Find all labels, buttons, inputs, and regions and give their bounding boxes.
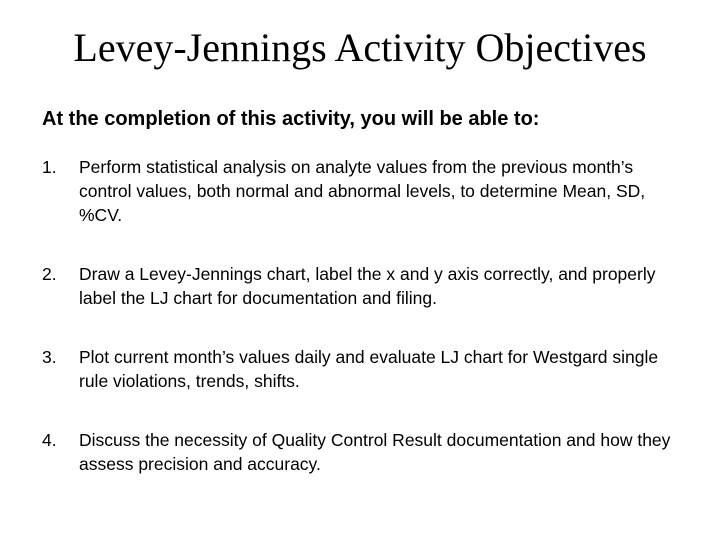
objective-text: Discuss the necessity of Quality Control Result documentation and how they assess precision and accuracy. (79, 430, 671, 474)
objective-item (42, 345, 682, 393)
objective-item (42, 155, 682, 227)
objectives-list (42, 155, 682, 511)
objective-number: 3. (42, 347, 57, 367)
slide-subtitle: At the completion of this activity, you will be able to: (42, 108, 540, 130)
slide-title: Levey-Jennings Activity Objectives (73, 25, 647, 70)
objective-item (42, 262, 682, 310)
objective-number: 2. (42, 264, 57, 284)
objective-number: 1. (42, 157, 57, 177)
objective-text: Perform statistical analysis on analyte values from the previous month’s control values, both normal and abnormal levels, to determine Mean, SD, %CV. (79, 157, 646, 225)
objective-item (42, 428, 682, 476)
objective-text: Draw a Levey-Jennings chart, label the x and y axis correctly, and properly label the LJ chart for documentation and filing. (79, 264, 656, 308)
objective-number: 4. (42, 430, 57, 450)
objective-text: Plot current month’s values daily and evaluate LJ chart for Westgard single rule violations, trends, shifts. (79, 347, 659, 391)
